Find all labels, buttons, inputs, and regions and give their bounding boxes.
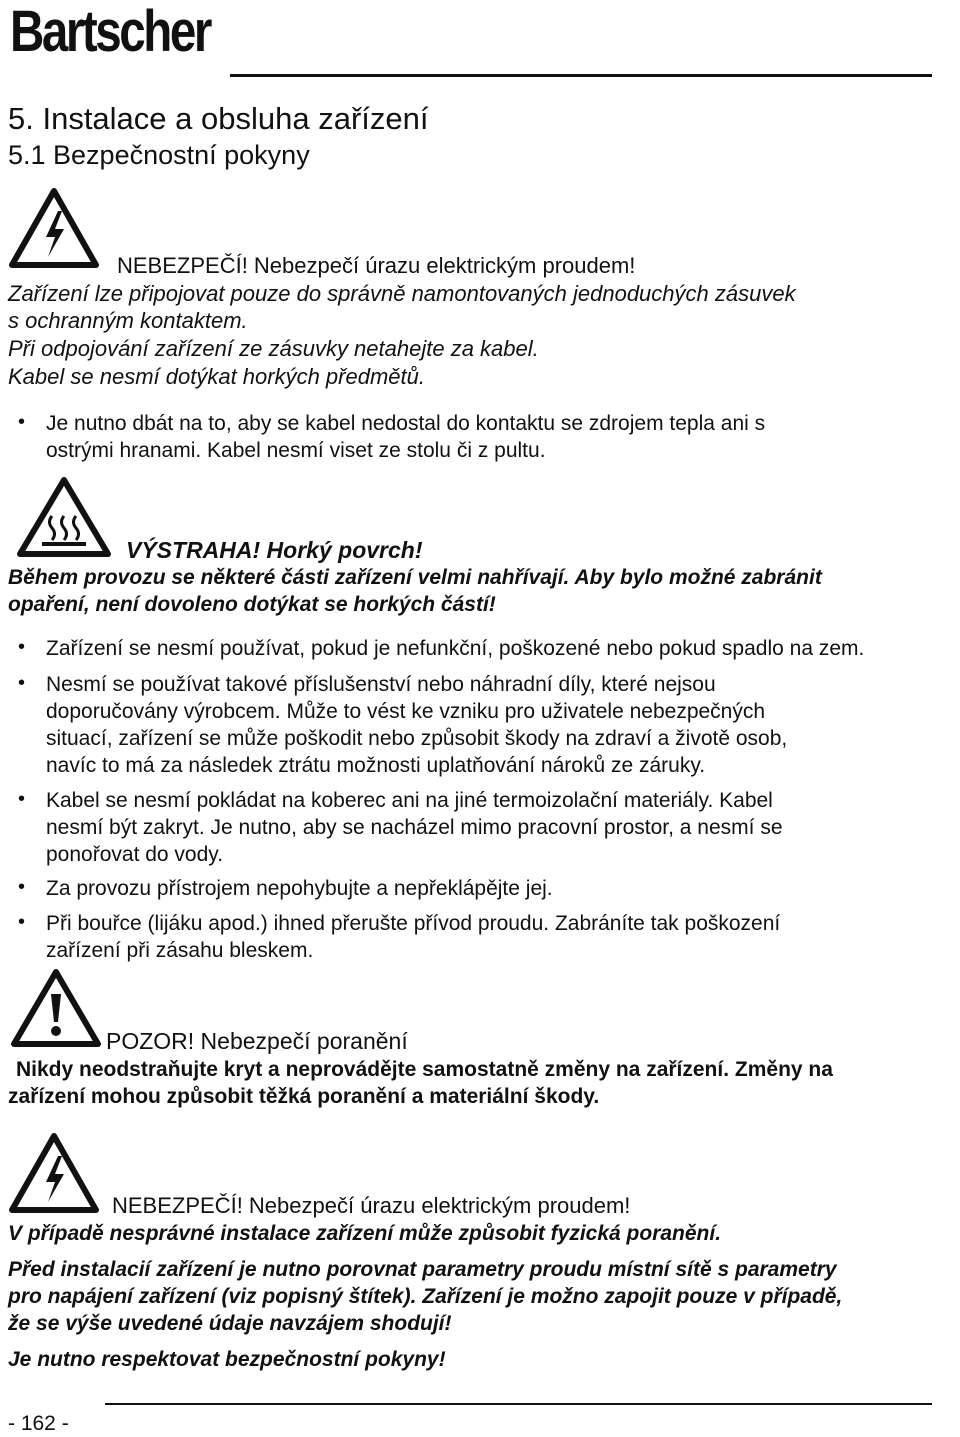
warning-line: Zařízení lze připojovat pouze do správně namontovaných jednoduchých zásuvek: [8, 281, 796, 306]
electric-hazard-icon: [8, 1130, 100, 1216]
warning-line: Při odpojování zařízení ze zásuvky netahejte za kabel.: [8, 336, 539, 361]
page-number: - 162 -: [8, 1412, 69, 1435]
bullet-text: nesmí být zakryt. Je nutno, aby se nacházel mimo pracovní prostor, a nesmí se: [46, 816, 783, 839]
warning-line: zařízení mohou způsobit těžká poranění a materiální škody.: [8, 1085, 600, 1108]
bullet-text: Za provozu přístrojem nepohybujte a nepřeklápějte jej.: [46, 877, 553, 900]
warning-line: opaření, není dovoleno dotýkat se horkých částí!: [8, 593, 496, 616]
bullet-text: Kabel se nesmí pokládat na koberec ani na jiné termoizolační materiály. Kabel: [46, 789, 773, 812]
bullet-dot: •: [18, 411, 26, 433]
bullet-text: ostrými hranami. Kabel nesmí viset ze stolu či z pultu.: [46, 439, 546, 462]
warning-line: Nikdy neodstraňujte kryt a neprovádějte samostatně změny na zařízení. Změny na: [16, 1058, 833, 1081]
bullet-text: navíc to má za následek ztrátu možnosti uplatňování nároků ze záruky.: [46, 754, 706, 777]
section-subtitle: 5.1 Bezpečnostní pokyny: [8, 140, 310, 170]
warning-heading: NEBEZPEČÍ! Nebezpečí úrazu elektrickým proudem!: [112, 1193, 631, 1218]
warning-heading: NEBEZPEČÍ! Nebezpečí úrazu elektrickým proudem!: [117, 253, 636, 278]
warning-line: Kabel se nesmí dotýkat horkých předmětů.: [8, 364, 425, 389]
bullet-dot: •: [18, 788, 26, 810]
warning-line: že se výše uvedené údaje navzájem shodují!: [8, 1312, 452, 1335]
warning-line: Před instalacií zařízení je nutno porovnat parametry proudu místní sítě s parametry: [8, 1258, 837, 1281]
warning-line: V případě nesprávné instalace zařízení může způsobit fyzická poranění.: [8, 1222, 722, 1245]
warning-line: Během provozu se některé části zařízení velmi nahřívají. Aby bylo možné zabránit: [8, 566, 822, 589]
bullet-dot: •: [18, 672, 26, 694]
brand-logo: Bartscher: [10, 0, 210, 64]
bullet-text: Je nutno dbát na to, aby se kabel nedostal do kontaktu se zdrojem tepla ani s: [46, 412, 766, 435]
header-rule: [230, 74, 932, 77]
bullet-dot: •: [18, 636, 26, 658]
warning-line: s ochranným kontaktem.: [8, 308, 248, 333]
bullet-text: situací, zařízení se může poškodit nebo způsobit škody na zdraví a životě osob,: [46, 727, 788, 750]
bullet-text: Zařízení se nesmí používat, pokud je nefunkční, poškozené nebo pokud spadlo na zem.: [46, 637, 865, 660]
electric-hazard-icon: [8, 185, 100, 271]
section-title: 5. Instalace a obsluha zařízení: [8, 101, 429, 136]
bullet-text: Nesmí se používat takové příslušenství nebo náhradní díly, které nejsou: [46, 673, 716, 696]
bullet-dot: •: [18, 911, 26, 933]
caution-exclamation-icon: [8, 966, 104, 1050]
bullet-text: Při bouřce (lijáku apod.) ihned přerušte přívod proudu. Zabráníte tak poškození: [46, 912, 781, 935]
footer-rule: [105, 1403, 932, 1405]
warning-line: pro napájení zařízení (viz popisný štítek). Zařízení je možno zapojit pouze v případě,: [8, 1285, 843, 1308]
warning-line: Je nutno respektovat bezpečnostní pokyny!: [8, 1348, 446, 1371]
bullet-dot: •: [18, 876, 26, 898]
bullet-text: zařízení při zásahu bleskem.: [46, 939, 314, 962]
bullet-text: doporučovány výrobcem. Může to vést ke vzniku pro uživatele nebezpečných: [46, 700, 766, 723]
warning-heading: POZOR! Nebezpečí poranění: [106, 1028, 408, 1054]
hot-surface-icon: [14, 474, 114, 560]
bullet-text: ponořovat do vody.: [46, 843, 224, 866]
warning-heading: VÝSTRAHA! Horký povrch!: [126, 537, 423, 563]
